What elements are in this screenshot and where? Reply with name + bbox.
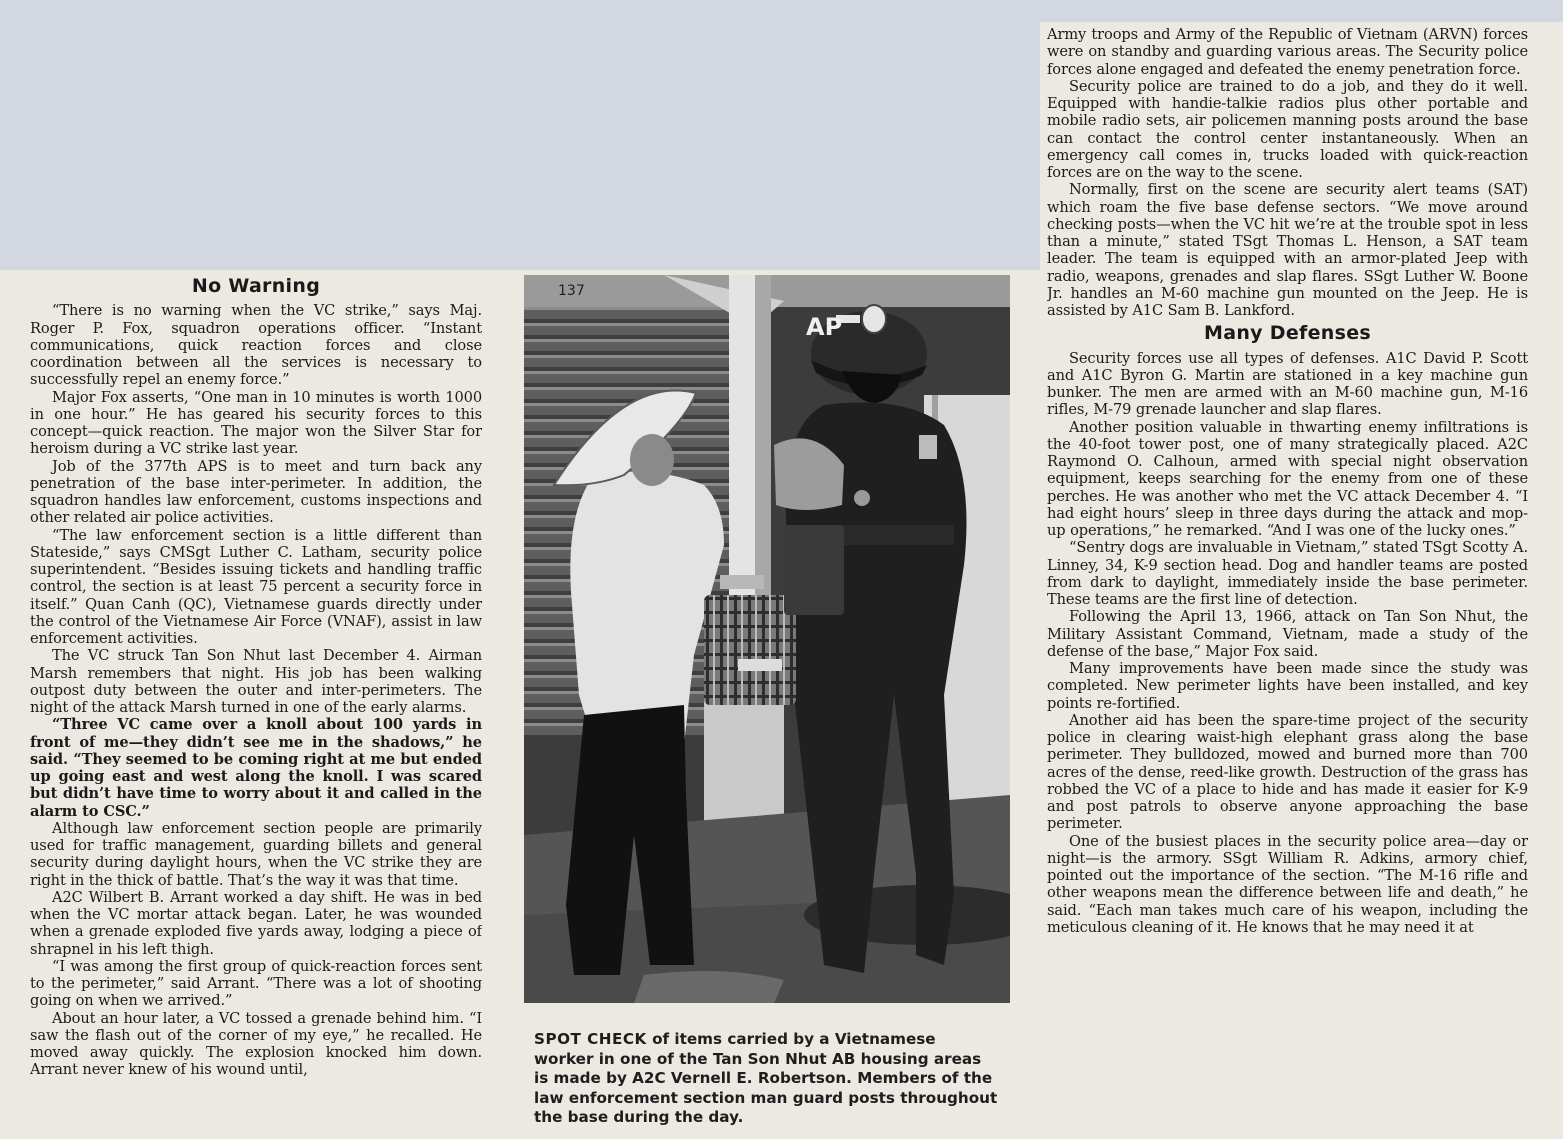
right-paragraphs-top (1047, 26, 1528, 319)
heading-no-warning: No Warning (191, 275, 321, 297)
left-paragraphs (30, 302, 482, 1078)
caption-lead: SPOT CHECK (534, 1030, 647, 1048)
article-paragraph: A2C Wilbert B. Arrant worked a day shift. He was in bed when the VC mortar attack began. Later, he was wounded when a grenade exploded five yards away, lodging a piece of shrapnel in his left thigh. (30, 888, 482, 958)
article-paragraph: Another aid has been the spare-time project of the security police in clearing waist-high elephant grass along the base perimeter. They bulldozed, mowed and burned more than 700 acres of the dense, reed-like growth. Destruction of the grass has robbed the VC of a place to hide and has made it easier for K-9 and post patrols to observe anyone approaching the base perimeter. (1047, 711, 1528, 833)
article-paragraph: “There is no warning when the VC strike,” says Maj. Roger P. Fox, squadron operations officer. “Instant communications, quick reaction forces and close coordination between all the services is necessary to successfully repel an enemy force.” (30, 302, 482, 389)
article-paragraph: Normally, first on the scene are security alert teams (SAT) which roam the five base defense sectors. “We move around checking posts—when the VC hit we’re at the trouble spot in less than a minute,” stated TSgt Thomas L. Henson, a SAT team leader. The team is equipped with an armor-plated Jeep with radio, weapons, grenades and slap flares. SSgt Luther W. Boone Jr. handles an M-60 machine gun mounted on the Jeep. He is assisted by A1C Sam B. Lankford. (1047, 181, 1528, 319)
house-number: 137 (558, 283, 585, 299)
photograph (524, 275, 1010, 1003)
article-paragraph: Although law enforcement section people are primarily used for traffic management, guarding billets and general security during daylight hours, when the VC strike they are right in the thick of battle. That’s the way it was that time. (30, 819, 482, 889)
article-paragraph: Another position valuable in thwarting enemy infiltrations is the 40-foot tower post, one of many strategically placed. A2C Raymond O. Calhoun, armed with special night observation equipment, keeps searching for the enemy from one of these perches. He was another who met the VC attack December 4. “I had eight hours’ sleep in three days during the attack and mop-up operations,” he remarked. “And I was one of the lucky ones.” (1047, 418, 1528, 539)
article-paragraph: “The law enforcement section is a little different than Stateside,” says CMSgt Luther C. Latham, security police superintendent. “Besides issuing tickets and handling traffic control, the section is at least 75 percent a security force in itself.” Quan Canh (QC), Vietnamese guards directly under the control of the Vietnamese Air Force (VNAF), assist in law enforcement activities. (30, 526, 482, 647)
caption-text: of items carried by a Vietnamese worker in one of the Tan Son Nhut AB housing areas is made by A2C Vernell E. Robertson. Members of the law enforcement section man guard posts throughout the base during the day. (534, 1030, 998, 1126)
article-paragraph: “I was among the first group of quick-reaction forces sent to the perimeter,” said Arrant. “There was a lot of shooting going on when we arrived.” (30, 957, 482, 1010)
article-paragraph: Major Fox asserts, “One man in 10 minutes is worth 1000 in one hour.” He has geared his security forces to this concept—quick reaction. The major won the Silver Star for heroism during a VC strike last year. (30, 388, 482, 458)
article-paragraph: About an hour later, a VC tossed a grenade behind him. “I saw the flash out of the corner of my eye,” he recalled. He moved away quickly. The explosion knocked him down. Arrant never knew of his wound until, (30, 1009, 482, 1079)
heading-many-defenses: Many Defenses (1204, 322, 1371, 345)
article-paragraph: Security police are trained to do a job, and they do it well. Equipped with handie-talkie radios plus other portable and mobile radio sets, air policemen manning posts around the base can contact the control center instantaneously. When an emergency call comes in, trucks loaded with quick-reaction forces are on the way to the scene. (1047, 77, 1528, 181)
article-paragraph: Army troops and Army of the Republic of Vietnam (ARVN) forces were on standby and guarding various areas. The Security police forces alone engaged and defeated the enemy penetration force. (1047, 26, 1528, 78)
article-paragraph: The VC struck Tan Son Nhut last December 4. Airman Marsh remembers that night. His job has been walking outpost duty between the outer and inter-perimeters. The night of the attack Marsh turned in one of the early alarms. (30, 647, 482, 716)
article-paragraph: Following the April 13, 1966, attack on Tan Son Nhut, the Military Assistant Command, Vietnam, made a study of the defense of the base,” Major Fox said. (1047, 608, 1528, 660)
right-paragraphs-bottom (1047, 350, 1528, 937)
helmet-lettering: AP (806, 313, 843, 341)
article-paragraph: One of the busiest places in the security police area—day or night—is the armory. SSgt William R. Adkins, armory chief, pointed out the importance of the section. “The M-16 rifle and other weapons mean the difference between life and death,” he said. “Each man takes much care of his weapon, including the meticulous cleaning of it. He knows that he may need it at (1047, 832, 1528, 936)
article-paragraph: “Three VC came over a knoll about 100 yards in front of me—they didn’t see me in the shadows,” he said. “They seemed to be coming right at me but ended up going east and west along the knoll. I was scared but didn’t have time to worry about it and called in the alarm to CSC.” (30, 716, 482, 820)
left-column (30, 272, 482, 1120)
photo-caption (534, 1030, 1000, 1130)
article-paragraph: Job of the 377th APS is to meet and turn back any penetration of the base inter-perimeter. In addition, the squadron handles law enforcement, customs inspections and other related air police activities. (30, 457, 482, 527)
article-paragraph: Many improvements have been made since the study was completed. New perimeter lights have been installed, and key points re-fortified. (1047, 660, 1528, 712)
article-paragraph: “Sentry dogs are invaluable in Vietnam,” stated TSgt Scotty A. Linney, 34, K-9 section head. Dog and handler teams are posted from dark to daylight, immediately inside the base perimeter. These teams are the first line of detection. (1047, 539, 1528, 608)
article-paragraph: Security forces use all types of defenses. A1C David P. Scott and A1C Byron G. Martin are stationed in a key machine gun bunker. The men are armed with an M-60 machine gun, M-16 rifles, M-79 grenade launcher and slap flares. (1047, 349, 1528, 419)
right-column (1047, 26, 1528, 1126)
